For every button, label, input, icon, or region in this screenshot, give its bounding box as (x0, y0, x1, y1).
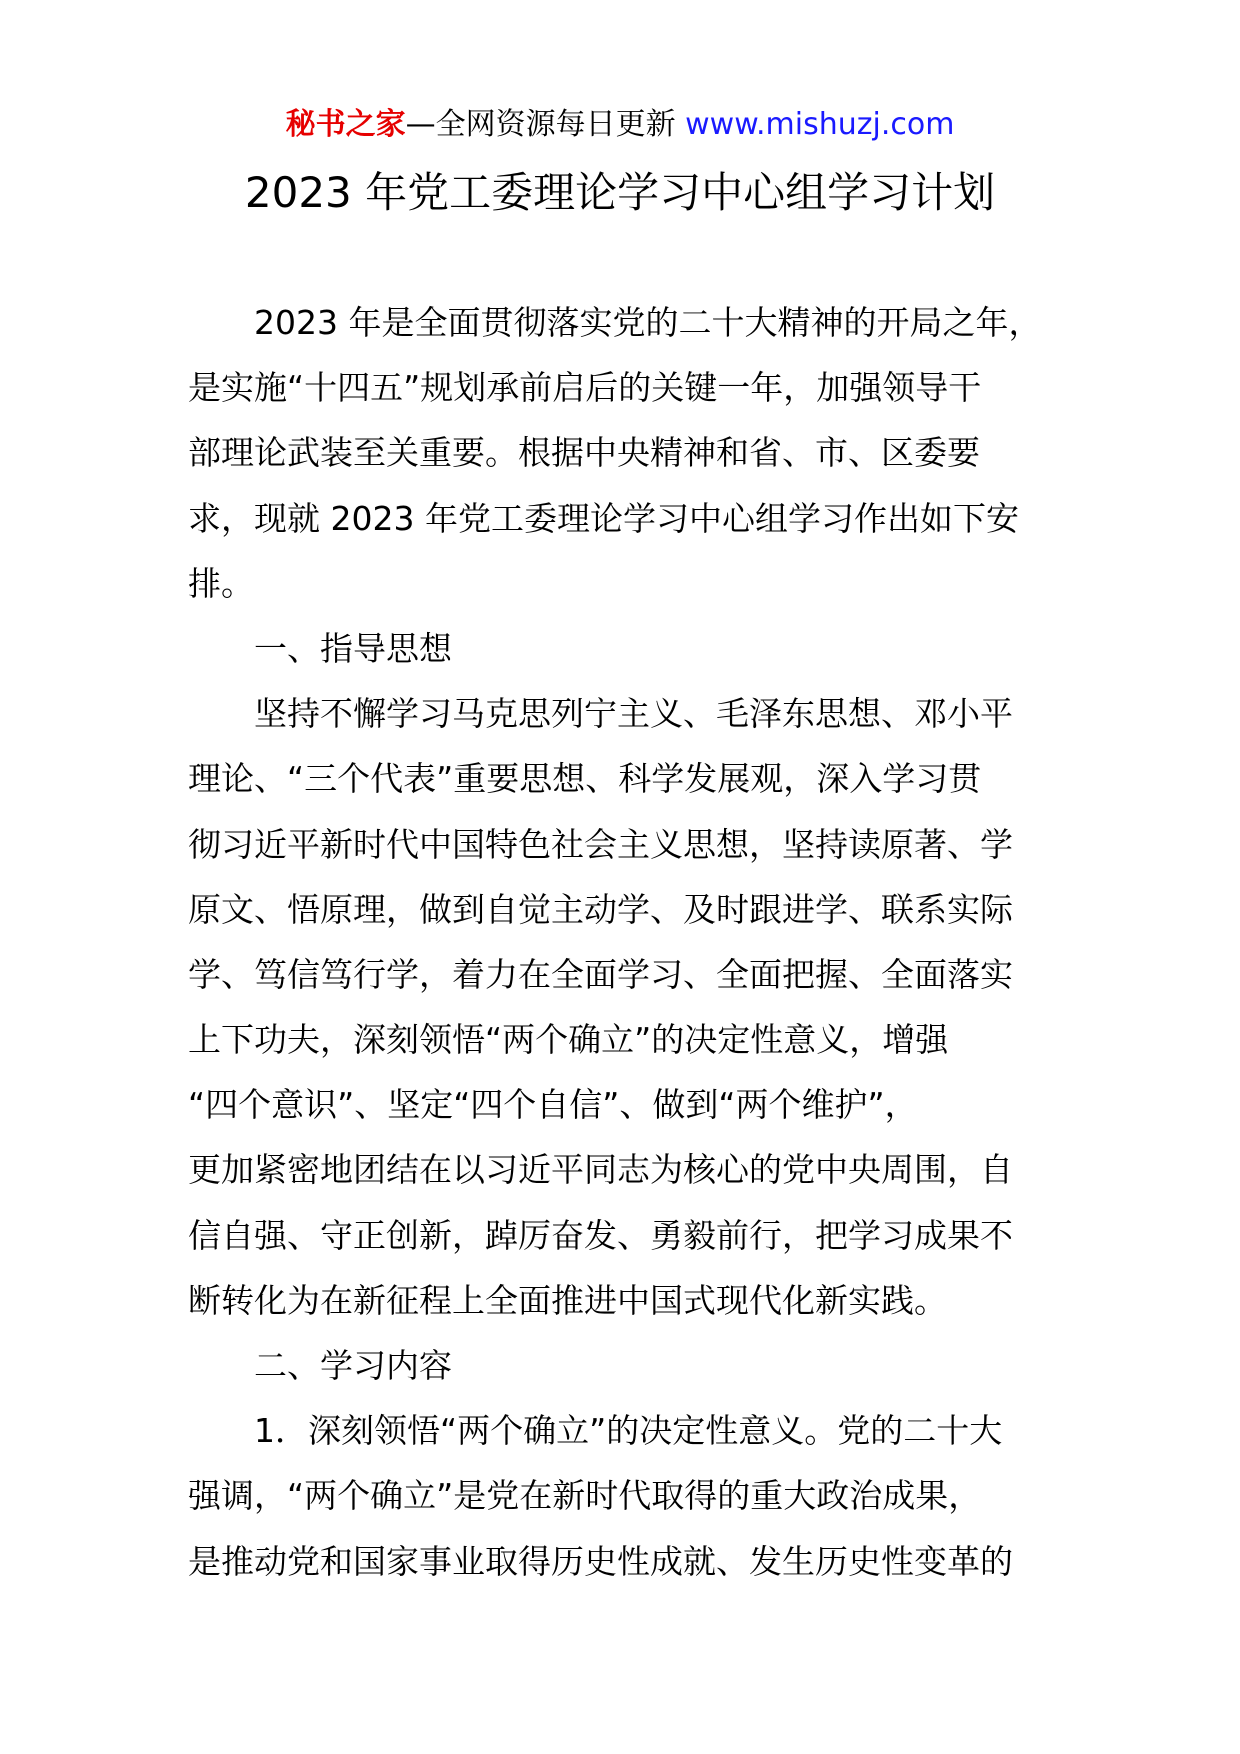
paragraph-line: “四个意识”、坚定“四个自信”、做到“两个维护”， (188, 1085, 918, 1125)
paragraph-line: 上下功夫，深刻领悟“两个确立”的决定性意义，增强 (188, 1020, 949, 1060)
paragraph-line: 求，现就 2023 年党工委理论学习中心组学习作出如下安 (188, 498, 1019, 538)
document-title: 2023 年党工委理论学习中心组学习计划 (244, 168, 996, 217)
paragraph-line: 信自强、守正创新，踔厉奋发、勇毅前行，把学习成果不 (188, 1215, 1013, 1255)
header-slogan: —全网资源每日更新 (405, 107, 686, 142)
site-url-link[interactable]: www.mishuzj.com (685, 107, 955, 142)
paragraph-line: 是实施“十四五”规划承前启后的关键一年，加强领导干 (188, 368, 982, 408)
paragraph-line: 2023 年是全面贯彻落实党的二十大精神的开局之年， (254, 303, 1042, 342)
paragraph-line: 学、笃信笃行学，着力在全面学习、全面把握、全面落实 (188, 954, 1013, 994)
paragraph-line: 原文、悟原理，做到自觉主动学、及时跟进学、联系实际 (188, 889, 1013, 929)
paragraph-line: 彻习近平新时代中国特色社会主义思想，坚持读原著、学 (188, 824, 1013, 864)
paragraph-line: 排。 (188, 563, 254, 603)
section-heading: 一、指导思想 (254, 628, 452, 668)
section-heading: 二、学习内容 (254, 1346, 452, 1385)
paragraph-line: 更加紧密地团结在以习近平同志为核心的党中央周围，自 (188, 1150, 1013, 1190)
paragraph-line: 理论、“三个代表”重要思想、科学发展观，深入学习贯 (188, 759, 982, 799)
paragraph-line: 1．深刻领悟“两个确立”的决定性意义。党的二十大 (254, 1411, 1003, 1451)
paragraph-line: 坚持不懈学习马克思列宁主义、毛泽东思想、邓小平 (254, 694, 1013, 734)
paragraph-line: 断转化为在新征程上全面推进中国式现代化新实践。 (188, 1280, 947, 1320)
paragraph-line: 是推动党和国家事业取得历史性成就、发生历史性变革的 (188, 1541, 1013, 1581)
paragraph-line: 强调，“两个确立”是党在新时代取得的重大政治成果， (188, 1476, 982, 1516)
paragraph-line: 部理论武装至关重要。根据中央精神和省、市、区委要 (188, 433, 980, 473)
brand-name: 秘书之家 (285, 107, 406, 142)
document-body (188, 290, 1054, 1594)
site-header (0, 100, 1240, 150)
